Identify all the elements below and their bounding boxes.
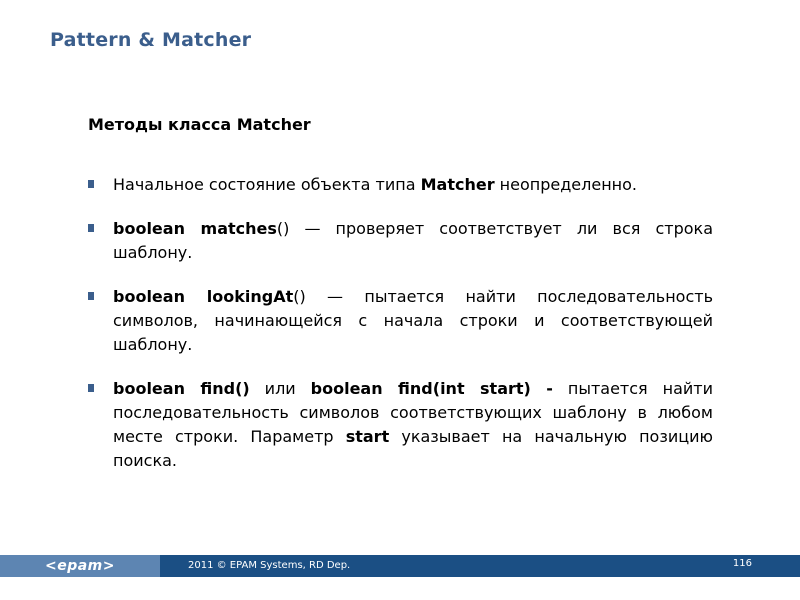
bullet-list (88, 173, 713, 493)
bullet-item (88, 377, 713, 473)
bullet-text: указывает на начальную позицию поиска. (113, 427, 714, 470)
bullet-item (88, 285, 713, 357)
bullet-text: неопределенно. (494, 175, 637, 194)
bullet-text: () — проверяет соответствует ли вся строка шаблону. (113, 219, 713, 262)
footer-logo-box (0, 555, 160, 577)
bullet-keyword: boolean find() (113, 379, 250, 398)
bullet-item (88, 217, 713, 265)
bullet-text: Начальное состояние объекта типа (113, 175, 421, 194)
bullet-keyword: start (345, 427, 390, 446)
bullet-keyword: boolean matches (113, 219, 277, 238)
epam-logo: <epam> (44, 558, 115, 574)
footer-bar (0, 555, 800, 577)
square-bullet-icon (88, 224, 94, 232)
bullet-text: () — пытается найти последовательность символов, начинающейся с начала строки и соответствующей шаблону. (113, 287, 713, 354)
bullet-keyword: boolean lookingAt (113, 287, 294, 306)
bullet-text: или (249, 379, 311, 398)
page-number: 116 (732, 558, 752, 569)
bullet-keyword: Matcher (420, 175, 495, 194)
section-heading: Методы класса Matcher (88, 115, 311, 134)
bullet-text: пытается найти последовательность символов соответствующих шаблону в любом месте строки. Параметр (113, 379, 714, 446)
slide-title: Pattern & Matcher (50, 29, 252, 51)
bullet-item (88, 173, 713, 197)
square-bullet-icon (88, 384, 94, 392)
square-bullet-icon (88, 292, 94, 300)
square-bullet-icon (88, 180, 94, 188)
footer-copyright: 2011 © EPAM Systems, RD Dep. (188, 560, 351, 571)
bullet-keyword: boolean find(int start) - (310, 379, 553, 398)
